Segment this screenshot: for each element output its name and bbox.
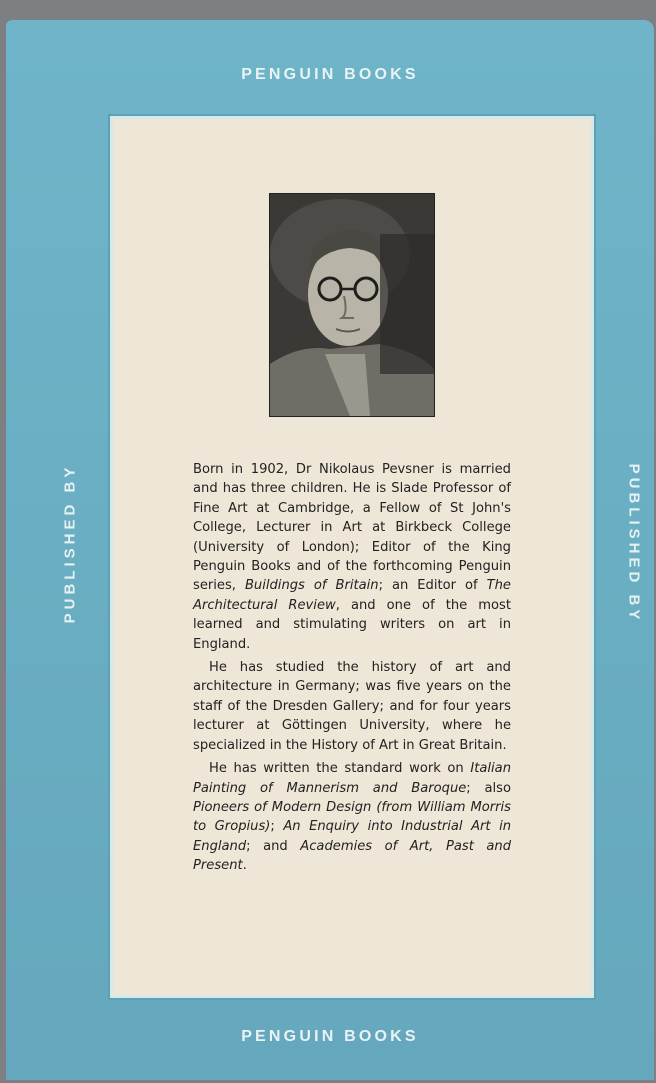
- author-panel: [110, 116, 594, 998]
- publisher-top-label: PENGUIN BOOKS: [241, 66, 419, 83]
- published-by-right: PUBLISHED BY: [625, 463, 643, 624]
- published-by-left: PUBLISHED BY: [61, 463, 79, 624]
- author-portrait: [269, 193, 435, 417]
- publisher-bottom-label: PENGUIN BOOKS: [241, 1028, 419, 1045]
- book-back-cover: [6, 20, 654, 1080]
- bio-paragraph-2: He has studied the history of art and architecture in Germany; was five years on the staff of the Dresden Gallery; and for four years lecturer at Göttingen University, where he specialized in the History of Art in Great Britain.: [193, 660, 511, 753]
- author-biography: [193, 460, 511, 880]
- bio-paragraph-1: Born in 1902, Dr Nikolaus Pevsner is married and has three children. He is Slade Professor of Fine Art at Cambridge, a Fellow of St John's College, Lecturer in Art at Birkbeck College (University of London); Editor of the King Penguin Books and of the forthcoming Penguin series, Buildings of Britain; an Editor of The Architectural Review, and one of the most learned and stimulating writers on art in England.: [193, 462, 512, 652]
- bio-paragraph-3: He has written the standard work on Italian Painting of Mannerism and Baroque; also Pioneers of Modern Design (from William Morris to Gropius); An Enquiry into Industrial Art in England; and Academies of Art, Past and Present.: [193, 761, 512, 874]
- portrait-illustration: [270, 194, 434, 416]
